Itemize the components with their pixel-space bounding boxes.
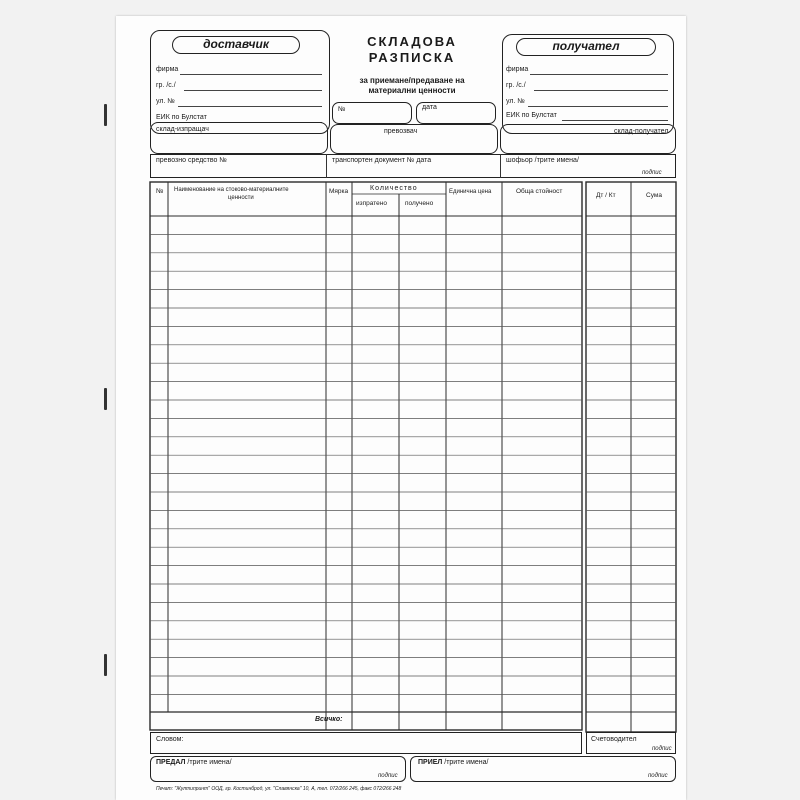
recipient-heading: получател [516, 38, 656, 56]
document-subtitle-line2: материални ценности [368, 86, 456, 95]
recipient-field-street: ул. № [506, 98, 525, 105]
col-header-number: № [156, 188, 164, 195]
driver-label: шофьор /трите имена/ [506, 157, 579, 164]
in-words-label: Словом: [156, 736, 184, 743]
document-date-label: дата [422, 104, 437, 111]
col-header-sum: Сума [646, 192, 662, 199]
document-sheet [116, 16, 686, 800]
document-title-line1: СКЛАДОВА [367, 34, 457, 49]
in-words-box [150, 732, 582, 754]
col-header-name-line2: ценности [228, 195, 254, 201]
staple-mark-bottom [104, 654, 107, 676]
goods-table-grid [116, 16, 686, 800]
supplier-heading: доставчик [172, 36, 300, 54]
vehicle-label: превозно средство № [156, 157, 227, 164]
received-title: ПРИЕЛ [418, 759, 443, 766]
printer-imprint: Печат: "Жултипринт" ООД, гр. Костинброд, ул. "Славянска" 10, А, тел. 072/266 245, факс 072/266 248 [156, 786, 402, 792]
driver-signature-label: подпис [642, 170, 662, 176]
received-signature-label: подпис [648, 773, 668, 779]
handed-over-label [156, 759, 232, 767]
col-header-sent: изпратено [356, 200, 387, 207]
document-subtitle-line1: за приемане/предаване на [359, 76, 465, 85]
supplier-field-eik: ЕИК по Булстат [156, 114, 207, 121]
col-header-unit: Мярка [329, 188, 349, 195]
received-hint: /трите имена/ [444, 759, 489, 766]
supplier-field-company: фирма [156, 66, 179, 73]
col-header-name-line1: Наименование на стоково-материалните [174, 187, 289, 193]
document-number-label: № [338, 106, 346, 113]
handed-over-hint: /трите имена/ [187, 759, 232, 766]
col-header-dt-kt: Дт / Кт [596, 192, 616, 199]
warehouse-sender-label: склад-изпращач [156, 126, 209, 133]
accountant-label: Счетоводител [591, 736, 637, 743]
handed-over-title: ПРЕДАЛ [156, 759, 186, 766]
col-header-quantity: Количество [370, 185, 418, 192]
document-title-line2: РАЗПИСКА [368, 50, 456, 65]
handed-over-signature-label: подпис [378, 773, 398, 779]
col-header-received: получено [405, 200, 434, 207]
accountant-signature-label: подпис [652, 746, 672, 752]
col-header-unit-price: Единична цена [449, 189, 492, 195]
col-header-total-value: Обща стойност [516, 188, 563, 195]
received-label [418, 759, 489, 767]
staple-mark-middle [104, 388, 107, 410]
recipient-field-city: гр. /с./ [506, 82, 526, 89]
carrier-label: превозвач [384, 128, 418, 135]
warehouse-recipient-label: склад-получател [614, 128, 669, 135]
supplier-field-street: ул. № [156, 98, 175, 105]
total-label: Всичко: [315, 716, 343, 723]
staple-mark-top [104, 104, 107, 126]
transport-doc-label: транспортен документ № дата [332, 157, 432, 164]
recipient-field-eik: ЕИК по Булстат [506, 112, 557, 119]
recipient-field-company: фирма [506, 66, 529, 73]
supplier-field-city: гр. /с./ [156, 82, 176, 89]
